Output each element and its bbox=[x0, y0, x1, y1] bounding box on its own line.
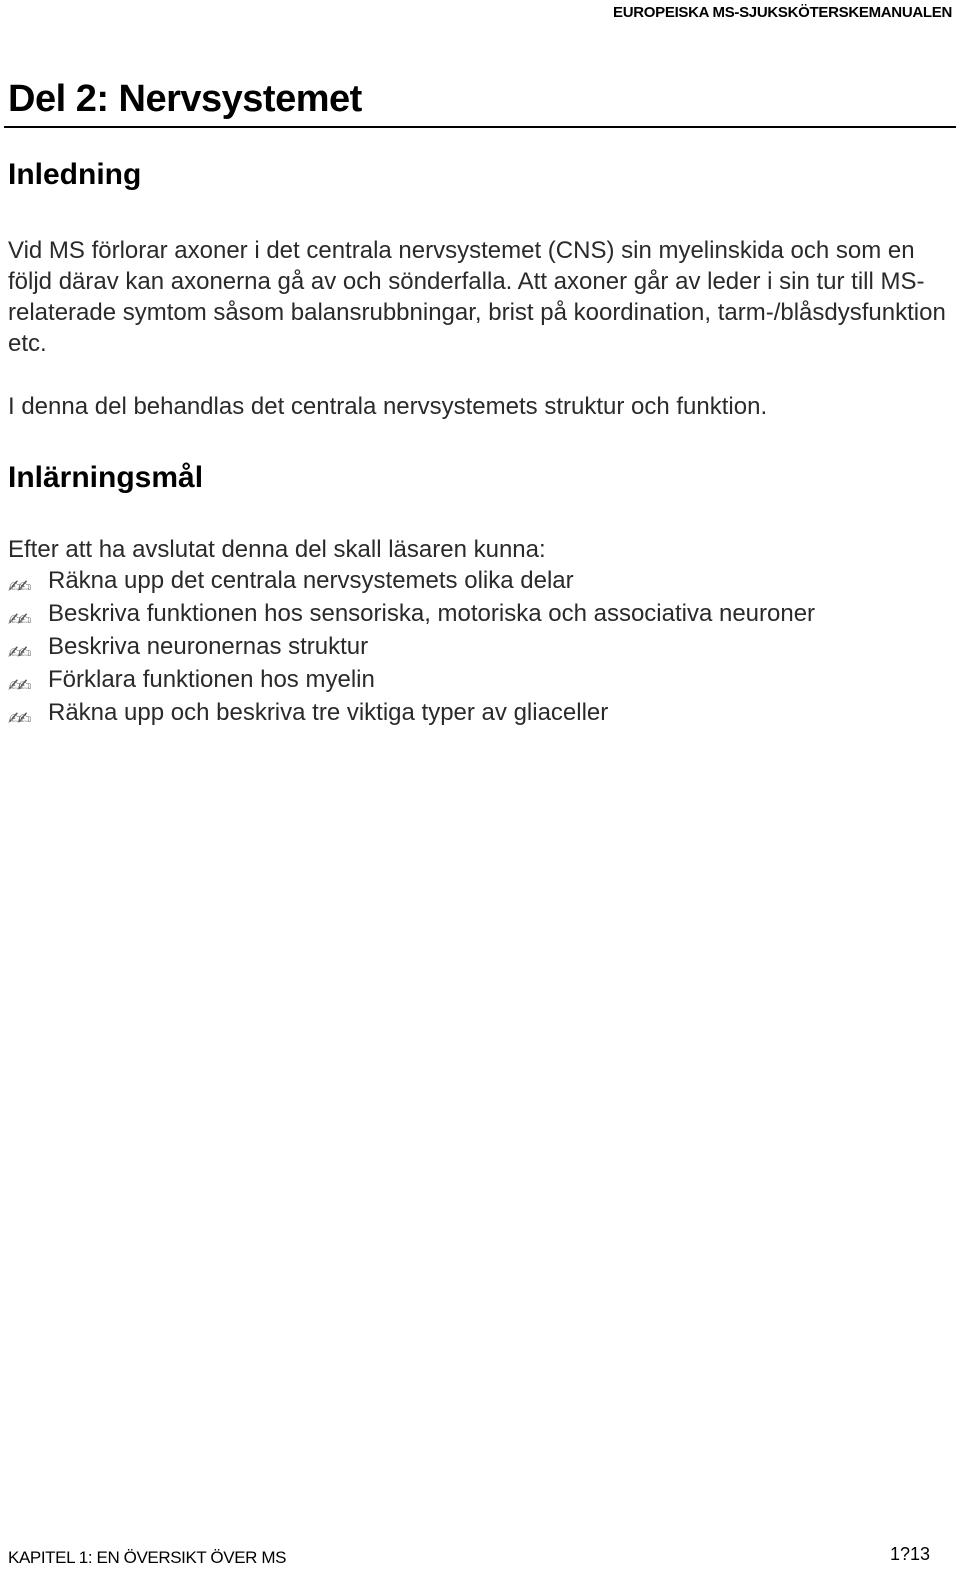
running-header: EUROPEISKA MS-SJUKSKÖTERSKEMANUALEN bbox=[613, 4, 952, 21]
list-item bbox=[8, 565, 815, 598]
title-divider bbox=[4, 126, 956, 128]
list-item bbox=[8, 598, 815, 631]
list-item-text: Räkna upp det centrala nervsystemets olika delar bbox=[48, 567, 574, 594]
list-item-text: Beskriva neuronernas struktur bbox=[48, 633, 369, 660]
writing-hand-icon: ✍✍ bbox=[8, 676, 27, 695]
page-title: Del 2: Nervsystemet bbox=[8, 78, 362, 120]
writing-hand-icon: ✍✍ bbox=[8, 643, 27, 662]
footer-chapter: KAPITEL 1: EN ÖVERSIKT ÖVER MS bbox=[8, 1548, 287, 1567]
introduction-heading: Inledning bbox=[8, 158, 142, 191]
list-item-text: Beskriva funktionen hos sensoriska, motoriska och associativa neuroner bbox=[48, 600, 816, 627]
introduction-paragraph bbox=[8, 235, 958, 359]
list-item bbox=[8, 664, 815, 697]
writing-hand-icon: ✍✍ bbox=[8, 709, 27, 728]
writing-hand-icon: ✍✍ bbox=[8, 610, 27, 629]
page-number: 1?13 bbox=[889, 1544, 930, 1564]
scope-paragraph: I denna del behandlas det centrala nervsystemets struktur och funktion. bbox=[8, 393, 768, 420]
introduction-text: Vid MS förlorar axoner i det centrala nervsystemet (CNS) sin myelinskida och som en följd därav kan axonerna gå av och sönderfalla. Att axoner går av leder i sin tur till MS-relaterade symtom såsom balansrubbningar, brist på koordination, tarm-/blåsdysfunktion etc. bbox=[8, 237, 946, 357]
list-item-text: Förklara funktionen hos myelin bbox=[48, 666, 375, 693]
list-item bbox=[8, 697, 815, 730]
objectives-list bbox=[8, 565, 815, 730]
list-item bbox=[8, 631, 815, 664]
objectives-lead: Efter att ha avslutat denna del skall läsaren kunna: bbox=[8, 536, 546, 563]
writing-hand-icon: ✍✍ bbox=[8, 577, 27, 596]
list-item-text: Räkna upp och beskriva tre viktiga typer av gliaceller bbox=[48, 699, 609, 726]
objectives-heading: Inlärningsmål bbox=[8, 461, 204, 494]
